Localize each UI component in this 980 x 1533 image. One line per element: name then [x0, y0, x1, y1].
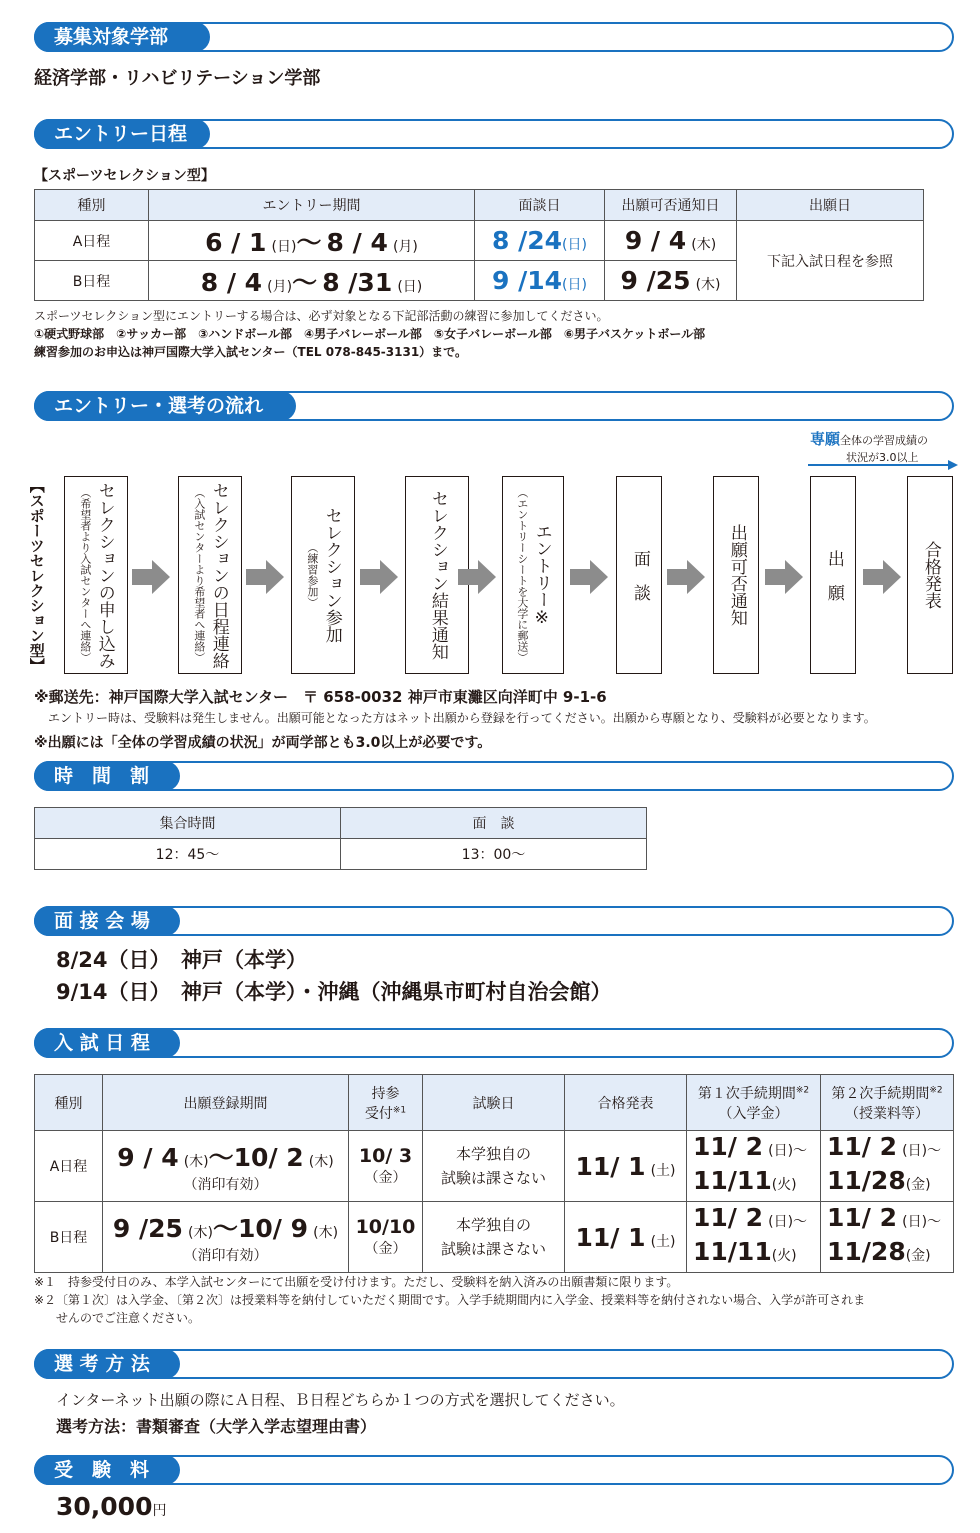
flow-step — [502, 476, 564, 674]
section-timetable — [34, 761, 954, 791]
row-type: A日程 — [35, 221, 149, 261]
faculty-list: 経済学部・リハビリテーション学部 — [34, 68, 321, 89]
sengan-label: 専願全体の学習成績の 状況が3.0以上 — [810, 430, 929, 464]
table-row — [35, 1131, 954, 1202]
section-title: 時 間 割 — [34, 761, 180, 791]
col-header: 試験日 — [423, 1075, 565, 1131]
flow-step-sublabel: （希望者より入試センターへ連絡） — [78, 487, 92, 663]
flow-step-label: エントリー※ — [531, 522, 552, 628]
sengan-arrow — [808, 458, 958, 472]
col-header: エントリー期間 — [149, 190, 475, 221]
flow-step-sublabel: （エントリーシートを大学に郵送） — [515, 487, 529, 663]
selection-instruction: インターネット出願の際にＡ日程、Ｂ日程どちらか１つの方式を選択してください。 — [56, 1391, 625, 1409]
second-procedure: 11/ 2 (日)～ 11/28(金) — [821, 1202, 954, 1273]
col-header: 出願日 — [737, 190, 924, 221]
col-header: 合格発表 — [565, 1075, 687, 1131]
notice-date: 9 /25 (木) — [605, 261, 737, 301]
venue-line: 9/14（日） 神戸（本学）・沖縄（沖縄県市町村自治会館） — [56, 980, 612, 1004]
section-exam-schedule — [34, 1028, 954, 1058]
flow-step — [64, 476, 128, 674]
col-header: 出願可否通知日 — [605, 190, 737, 221]
entry-note: スポーツセレクション型にエントリーする場合は、必ず対象となる下記部活動の練習に参加してください。 — [34, 309, 609, 323]
notice-date: 9 / 4 (木) — [605, 221, 737, 261]
pass-date: 11/ 1 (土) — [565, 1202, 687, 1273]
flow-arrow-icon — [132, 560, 170, 594]
section-venue — [34, 906, 954, 936]
section-title: 選 考 方 法 — [34, 1349, 180, 1379]
col-header: 集合時間 — [35, 808, 341, 839]
table-row — [35, 1202, 954, 1273]
flow-step-label: 合格発表 — [920, 541, 941, 609]
flow-step-label: 面 談 — [629, 549, 650, 601]
section-flow — [34, 391, 954, 421]
flow-arrow-icon — [246, 560, 284, 594]
exam-date: 本学独自の 試験は課さない — [423, 1131, 565, 1202]
entry-period: 8 / 4 (月)～ 8 /31 (日) — [149, 261, 475, 301]
first-procedure: 11/ 2 (日)～ 11/11(火) — [687, 1202, 821, 1273]
flow-step — [291, 476, 355, 674]
table-subtitle: 【スポーツセレクション型】 — [34, 168, 215, 184]
timetable — [34, 807, 647, 870]
fee-note: エントリー時は、受験料は発生しません。出願可能となった方はネット出願から登録を行ってください。出願から専願となり、受験料が必要となります。 — [48, 711, 876, 725]
col-header: 第１次手続期間$^{※2}$ （入学金） — [687, 1075, 821, 1131]
table-row — [35, 221, 924, 261]
section-title: 入 試 日 程 — [34, 1028, 180, 1058]
flow-step — [713, 476, 759, 674]
requirement-note: ※出願には「全体の学習成績の状況」が両学部とも3.0以上が必要です。 — [34, 735, 492, 751]
flow-step-label: セレクション参加 — [321, 507, 342, 643]
registration-period: 9 / 4 (木)～10/ 2 (木) （消印有効） — [103, 1131, 349, 1202]
col-header: 出願登録期間 — [103, 1075, 349, 1131]
registration-period: 9 /25 (木)～10/ 9 (木) （消印有効） — [103, 1202, 349, 1273]
footnote-2-cont: せんのでご注意ください。 — [56, 1311, 201, 1325]
flow-step-label: 出 願 — [823, 549, 844, 601]
section-title: エントリー日程 — [34, 119, 210, 149]
venue-line: 8/24（日） 神戸（本学） — [56, 948, 308, 972]
flow-step-label: 出願可否通知 — [726, 524, 747, 626]
mail-address: ※郵送先：神戸国際大学入試センター 〒 658-0032 神戸市東灘区向洋町中 9-1-6 — [34, 688, 607, 706]
club-list: ①硬式野球部 ②サッカー部 ③ハンドボール部 ④男子バレーボール部 ⑤女子バレーボール部 ⑥男子バスケットボール部 — [34, 327, 706, 341]
flow-step-label: セレクション結果通知 — [427, 490, 448, 660]
interview-date: 8 /24(日) — [475, 221, 605, 261]
walkin-date: 10/10 （金） — [349, 1202, 423, 1273]
row-type: B日程 — [35, 261, 149, 301]
section-title: エントリー・選考の流れ — [34, 391, 296, 421]
col-header: 面談日 — [475, 190, 605, 221]
entry-period: 6 / 1 (日)～ 8 / 4 (月) — [149, 221, 475, 261]
interview-date: 9 /14(日) — [475, 261, 605, 301]
flow-arrow-icon — [863, 560, 901, 594]
footnote-2: ※２〔第１次〕は入学金、〔第２次〕は授業料等を納付していただく期間です。入学手続期間内に入学金、授業料等を納付されない場合、入学が許可されま — [34, 1293, 866, 1307]
section-title: 面 接 会 場 — [34, 906, 180, 936]
flow-step — [178, 476, 242, 674]
section-entry-schedule — [34, 119, 954, 149]
row-type: A日程 — [35, 1131, 103, 1202]
exam-table — [34, 1074, 954, 1273]
flow-arrow-icon — [360, 560, 398, 594]
flow-step-label: セレクションの申し込み — [94, 481, 115, 669]
flow-arrow-icon — [570, 560, 608, 594]
exam-fee: 30,000円 — [56, 1492, 167, 1521]
pass-date: 11/ 1 (土) — [565, 1131, 687, 1202]
section-selection — [34, 1349, 954, 1379]
section-title: 募集対象学部 — [34, 22, 210, 52]
flow-step — [810, 476, 856, 674]
entry-table — [34, 189, 924, 301]
flow-step — [616, 476, 662, 674]
col-header: 種別 — [35, 190, 149, 221]
flow-side-label: 【スポーツセレクション型】 — [27, 478, 46, 673]
apply-date: 下記入試日程を参照 — [737, 221, 924, 301]
walkin-date: 10/ 3 （金） — [349, 1131, 423, 1202]
col-header: 種別 — [35, 1075, 103, 1131]
flow-arrow-icon — [458, 560, 496, 594]
flow-step — [907, 476, 953, 674]
second-procedure: 11/ 2 (日)～ 11/28(金) — [821, 1131, 954, 1202]
contact-note: 練習参加のお申込は神戸国際大学入試センター（TEL 078-845-3131）まで。 — [34, 345, 467, 359]
section-fee — [34, 1455, 954, 1485]
exam-date: 本学独自の 試験は課さない — [423, 1202, 565, 1273]
col-header: 面 談 — [341, 808, 647, 839]
footnote-1: ※１ 持参受付日のみ、本学入試センターにて出願を受け付けます。ただし、受験料を納入済みの出願書類に限ります。 — [34, 1275, 679, 1289]
col-header: 第２次手続期間$^{※2}$ （授業料等） — [821, 1075, 954, 1131]
gather-time: 12：45～ — [35, 839, 341, 870]
section-faculty — [34, 22, 954, 52]
flow-step-sublabel: （入試センターより希望者へ連絡） — [192, 487, 206, 663]
first-procedure: 11/ 2 (日)～ 11/11(火) — [687, 1131, 821, 1202]
interview-time: 13：00～ — [341, 839, 647, 870]
selection-method: 選考方法：書類審査（大学入学志望理由書） — [56, 1417, 377, 1436]
section-title: 受 験 料 — [34, 1455, 180, 1485]
flow-arrow-icon — [667, 560, 705, 594]
col-header: 持参 受付$^{※1}$ — [349, 1075, 423, 1131]
flow-step-sublabel: （練習参加） — [305, 542, 319, 608]
flow-arrow-icon — [765, 560, 803, 594]
row-type: B日程 — [35, 1202, 103, 1273]
flow-step-label: セレクションの日程連絡 — [208, 481, 229, 669]
